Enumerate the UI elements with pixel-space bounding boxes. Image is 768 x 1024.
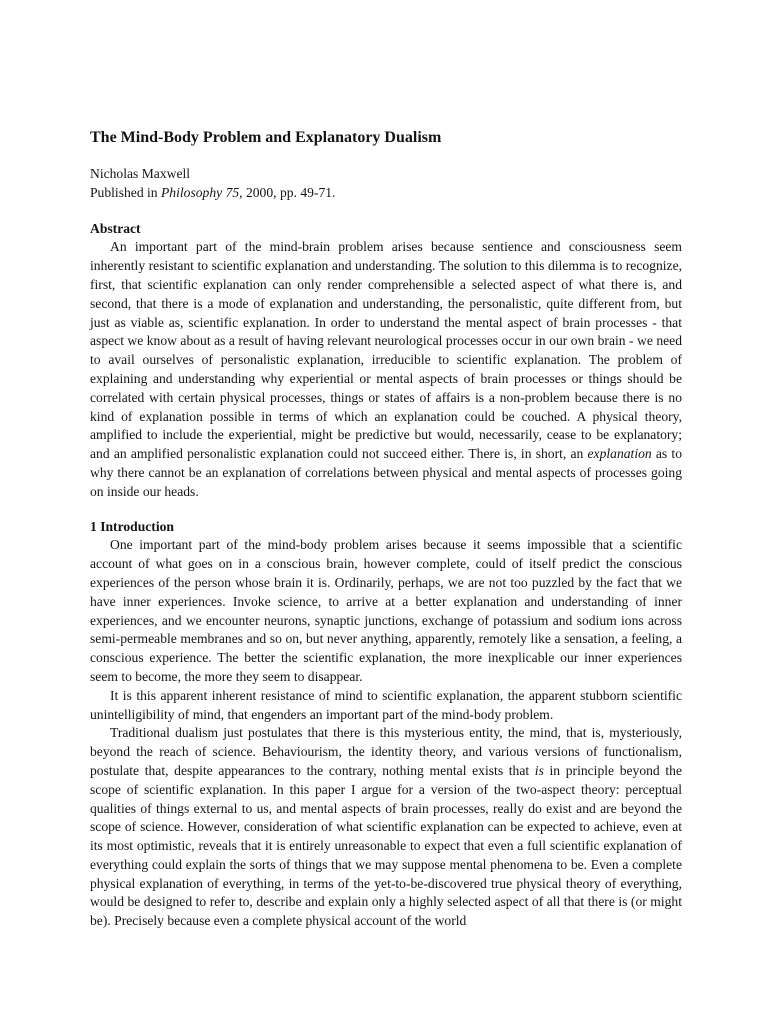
- introduction-paragraph-3: [90, 724, 682, 931]
- abstract-heading: Abstract: [90, 220, 141, 236]
- abstract-text-part1: An important part of the mind-brain problem arises because sentience and consciousness seem inherently resistant to scientific explanation and understanding. The solution to this dilemma is to recognize, first, that scientific explanation can only render comprehensible a selected aspect of what there is, and second, that there is a mode of explanation and understanding, the personalistic, quite different from, but just as viable as, scientific explanation. In order to understand the mental aspect of brain processes - that aspect we know about as a result of having relevant neurological processes occur in our own brain - we need to avail ourselves of personalistic explanation, irreducible to scientific explanation. The problem of explaining and understanding why experiential or mental aspects of brain processes or things should be correlated with certain physical processes, things or states of affairs is a non-problem because there is no kind of explanation possible in terms of which an explanation could be couched. A physical theory, amplified to include the experiential, might be predictive but would, necessarily, cease to be explanatory; and an amplified personalistic explanation could not succeed either. There is, in short, an: [90, 239, 682, 462]
- journal-name: Philosophy 75,: [161, 184, 243, 200]
- publication-info: [90, 184, 682, 203]
- introduction-paragraph-1: One important part of the mind-body problem arises because it seems impossible that a scientific account of what goes on in a conscious brain, however complete, could of itself predict the conscious experiences of the person whose brain it is. Ordinarily, perhaps, we are not too puzzled by the fact that we have inner experiences. Invoke science, to arrive at a better explanation and understanding of inner experiences, and we encounter neurons, synaptic junctions, exchange of potassium and sodium ions across semi-permeable membranes and so on, but never anything, apparently, remotely like a sensation, a feeling, a conscious experience. The better the scientific explanation, the more inexplicable our inner experiences seem to become, the more they seem to disappear.: [90, 537, 682, 684]
- introduction-p3-part1: Traditional dualism just postulates that there is this mysterious entity, the mind, that is, mysteriously, beyond the reach of science. Behaviourism, the identity theory, and various versions of functionalism, postulate that, despite appearances to the contrary, nothing mental exists that: [90, 725, 682, 778]
- author-name: Nicholas Maxwell: [90, 166, 191, 181]
- paper-meta: [90, 165, 682, 203]
- introduction-section: [90, 518, 682, 932]
- publication-suffix: 2000, pp. 49-71.: [242, 184, 336, 200]
- publication-prefix: Published in: [90, 184, 161, 200]
- introduction-p3-italic: is: [534, 762, 544, 778]
- abstract-text-italic: explanation: [587, 446, 652, 462]
- abstract-text: [90, 238, 682, 501]
- abstract-section: [90, 220, 682, 502]
- introduction-heading: 1 Introduction: [90, 518, 174, 534]
- paper-title: The Mind-Body Problem and Explanatory Dualism: [90, 129, 442, 146]
- introduction-p3-part2: in principle beyond the scope of scientific explanation. In this paper I argue for a version of the two-aspect theory: perceptual qualities of things external to us, and mental aspects of brain processes, really do exist and are beyond the scope of science. However, consideration of what scientific explanation can be expected to achieve, even at its most optimistic, reveals that it is entirely unreasonable to expect that even a full scientific explanation of everything could explain the sorts of things that we may suppose mental phenomena to be. Even a complete physical explanation of everything, in terms of the yet-to-be-discovered true physical theory of everything, would be designed to refer to, describe and explain only a highly selected aspect of all that there is (or might be). Precisely because even a complete physical account of the world: [90, 762, 682, 929]
- abstract-text-part2: as to why there cannot be an explanation of correlations between physical and mental aspects of processes going on inside our heads.: [90, 446, 682, 499]
- paper-page: [90, 128, 682, 931]
- introduction-paragraph-2: It is this apparent inherent resistance of mind to scientific explanation, the apparent stubborn scientific unintelligibility of mind, that engenders an important part of the mind-body problem.: [90, 687, 682, 722]
